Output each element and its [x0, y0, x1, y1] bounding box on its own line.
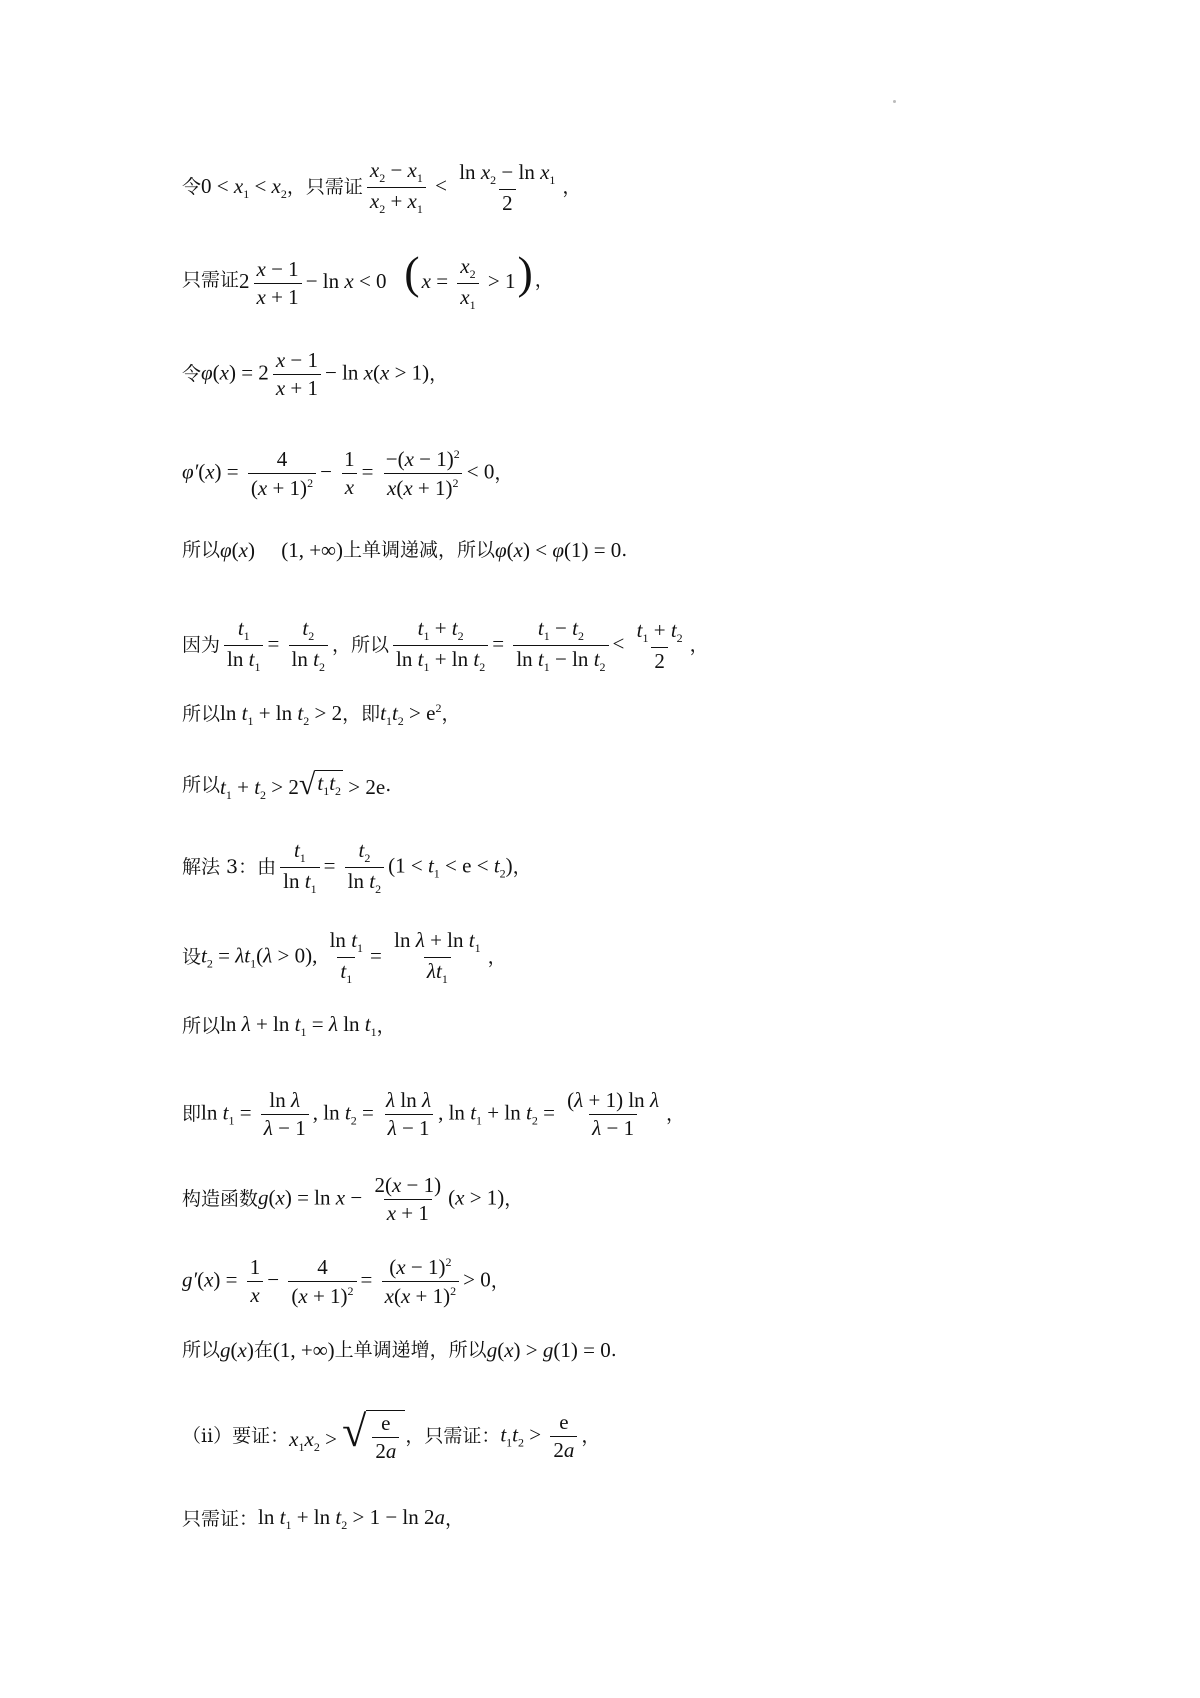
- formula-15a: g(x): [220, 1338, 254, 1362]
- line-11-prefix: 所以: [182, 1014, 221, 1037]
- line-2-prefix: 只需证: [182, 268, 240, 291]
- formula-10: $t_2 = \lambda t_1(\lambda > 0)$, $\frac{\ln t_1}{t_1}$ = $\frac{\ln \lambda + \ln t_1}{\lambda t_1}$: [201, 928, 481, 987]
- line-1-text: ，只需证: [286, 176, 363, 199]
- line-16-mid: ，只需证：: [405, 1424, 501, 1447]
- line-13-prefix: 构造函数: [182, 1188, 259, 1210]
- line-4: [182, 448, 513, 499]
- line-17: [182, 1507, 464, 1531]
- line-11: [182, 1014, 396, 1038]
- formula-1: $0 < x_1 < x_2$: [201, 173, 287, 201]
- line-6: [182, 618, 709, 673]
- formula-16a: $x_1x_2$ > √ $\frac{e}{2a}$: [289, 1410, 405, 1462]
- line-14: [182, 1256, 510, 1307]
- formula-1b: $\frac{x_2 - x_1}{x_2 + x_1}$ < $\frac{\ln x_2 - \ln x_1}{2}$: [363, 160, 563, 215]
- line-16-prefix: （ii）要证：: [182, 1424, 290, 1447]
- formula-16b: $t_1t_2$ > $\frac{e}{2a}$: [500, 1412, 581, 1461]
- line-5-prefix: 所以: [182, 539, 221, 561]
- line-1: [182, 160, 581, 215]
- line-2: [182, 247, 554, 312]
- formula-4: φ′(x) = $\frac{4}{(x + 1)^2}$ − $\frac{1}{x}$ = $\frac{-(x - 1)^2}{x(x + 1)^2}$ < 0: [182, 446, 495, 500]
- line-12-end: ，: [666, 1103, 686, 1125]
- line-7-end: ，: [441, 703, 461, 726]
- formula-9: $\frac{t_1}{\ln t_1}$ = $\frac{t_2}{\ln t_2}$ $(1 < t_1 < e < t_2)$: [276, 840, 513, 895]
- line-8-end: .: [385, 774, 392, 797]
- line-17-prefix: 只需证：: [182, 1507, 259, 1530]
- formula-17: $\ln t_1 + \ln t_2 > 1 - \ln 2a$: [258, 1505, 446, 1533]
- formula-14: g′(x) = $\frac{1}{x}$ − $\frac{4}{(x + 1)^2}$ = $\frac{(x - 1)^2}{x(x + 1)^2}$ > 0: [182, 1254, 491, 1308]
- formula-8: $t_1 + t_2 > 2$ √ $t_1t_2$ > 2e: [220, 768, 386, 803]
- line-6-mid: ，所以: [331, 634, 389, 657]
- line-7-prefix: 所以: [182, 703, 221, 726]
- line-10: [182, 930, 507, 985]
- line-6-prefix: 因为: [182, 634, 221, 657]
- formula-15c: g(x) > g(1) = 0: [486, 1338, 611, 1362]
- formula-6a: $\frac{t_1}{\ln t_1}$ = $\frac{t_2}{\ln t_2}$: [220, 618, 332, 673]
- line-9: [182, 840, 532, 895]
- formula-11: $\ln \lambda + \ln t_1 = \lambda$ $\ln t_1$: [220, 1012, 377, 1040]
- line-5-mid: 上单调递减，所以: [343, 539, 496, 561]
- line-9-prefix: 解法 3：由: [182, 856, 277, 879]
- formula-5b: φ(x) < φ(1) = 0: [495, 538, 622, 562]
- formula-2: 2 $\frac{x - 1}{x + 1}$ − ln x < 0 (x = $\frac{x_2}{x_1}$ > 1): [239, 247, 533, 312]
- formula-7a: $\ln t_1 + \ln t_2 > 2$: [220, 700, 343, 728]
- line-3-prefix: 令: [182, 363, 202, 385]
- line-15-mid2: 上单调递增，所以: [334, 1339, 487, 1361]
- line-8: [182, 770, 391, 801]
- line-2-end: ，: [534, 268, 554, 291]
- line-16-end: ，: [581, 1424, 601, 1447]
- formula-13: g(x) = ln x − $\frac{2(x - 1)}{x + 1}$ (x > 1): [258, 1173, 505, 1225]
- line-12: [182, 1090, 685, 1139]
- line-13: [182, 1175, 523, 1224]
- line-16: [182, 1407, 601, 1463]
- line-5: [182, 540, 627, 561]
- line-3: [182, 350, 448, 399]
- line-10-prefix: 设: [182, 946, 202, 969]
- line-9-end: ，: [512, 856, 532, 879]
- line-14-end: ，: [490, 1270, 510, 1292]
- line-4-end: ，: [494, 462, 514, 484]
- line-6-end: ，: [689, 634, 709, 657]
- formula-6b: $\frac{t_1 + t_2}{\ln t_1 + \ln t_2}$ = $\frac{t_1 - t_2}{\ln t_1 - \ln t_2}$ < $\frac{t_1 + t_2}{2}$: [389, 618, 690, 673]
- line-5-end: .: [621, 539, 628, 561]
- line-15-end: .: [610, 1339, 617, 1361]
- scan-speck: [893, 100, 896, 103]
- formula-12: $\ln t_1$ = $\frac{\text{ln λ}}{\lambda - 1}$ , $\ln t_2$ = $\frac{\text{λ ln λ}}{\lambda - 1}$ , $\ln t_1 + \ln t_2$ = $\frac{\text{(λ + 1) ln λ}}{\lambda - 1}$: [201, 1088, 660, 1140]
- line-7: [182, 702, 460, 727]
- line-3-end: ，: [429, 363, 449, 385]
- formula-15b: (1, +∞): [272, 1338, 335, 1362]
- line-15-prefix: 所以: [182, 1339, 221, 1361]
- line-17-end: ，: [445, 1507, 465, 1530]
- line-11-end: ，: [376, 1014, 396, 1037]
- line-8-prefix: 所以: [182, 774, 221, 797]
- line-1-end: ，: [562, 176, 582, 199]
- line-10-end: ，: [487, 946, 507, 969]
- formula-3: φ(x) = 2 $\frac{x - 1}{x + 1}$ − ln x(x > 1): [201, 348, 430, 400]
- line-13-end: ，: [504, 1188, 524, 1210]
- line-15: [182, 1340, 617, 1361]
- line-12-prefix: 即: [182, 1103, 202, 1125]
- formula-7b: $t_1t_2 > e^2$: [380, 701, 442, 729]
- line-1-prefix: 令: [182, 176, 202, 199]
- line-15-mid1: 在: [253, 1339, 273, 1361]
- formula-5a: φ(x) (1, +∞): [220, 538, 344, 562]
- line-7-mid: ，即: [342, 703, 381, 726]
